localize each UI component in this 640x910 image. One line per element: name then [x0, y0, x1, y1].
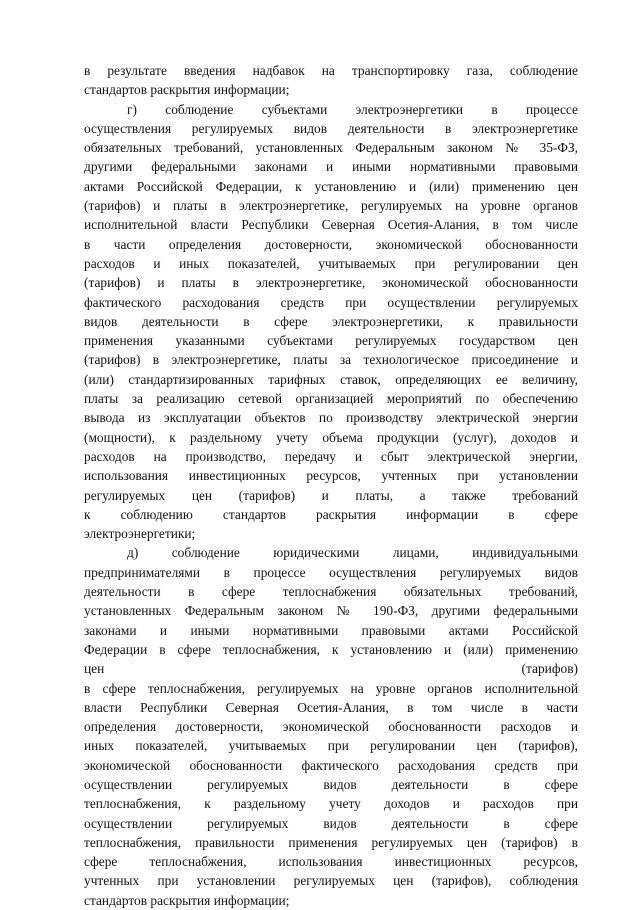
text-line: стандартов раскрытия информации;: [84, 82, 290, 98]
text-line: видов деятельности в сфере электроэнергетики, к правильности: [84, 313, 578, 329]
text-line: предпринимателями в процессе осуществления регулируемых видов: [84, 564, 578, 580]
text-line: стандартов раскрытия информации;: [84, 892, 290, 908]
text-line: электроэнергетики;: [84, 526, 196, 542]
text-line: цен (тарифов): [84, 661, 578, 677]
text-line: фактического расходования средств при осуществлении регулируемых: [84, 294, 578, 310]
text-line: актами Российской Федерации, к установлению и (или) применению цен: [84, 178, 578, 194]
text-line: к соблюдению стандартов раскрытия информации в сфере: [84, 506, 578, 522]
text-line: другими федеральными законами и иными нормативными правовыми: [84, 159, 578, 175]
text-line: деятельности в сфере теплоснабжения обязательных требований,: [84, 584, 578, 600]
text-line: осуществлении регулируемых видов деятельности в сфере: [84, 776, 578, 792]
text-line: теплоснабжения, к раздельному учету доходов и расходов при: [84, 796, 578, 812]
text-line: (мощности), к раздельному учету объема продукции (услуг), доходов и: [84, 429, 578, 445]
text-line: определения достоверности, экономической обоснованности расходов и: [84, 719, 578, 735]
text-line: осуществления регулируемых видов деятельности в электроэнергетике: [84, 120, 578, 136]
text-line: осуществлении регулируемых видов деятельности в сфере: [84, 815, 578, 831]
text-line: вывода из эксплуатации объектов по производству электрической энергии: [84, 410, 578, 426]
text-line: применения указанными субъектами регулируемых государством цен: [84, 333, 578, 349]
text-line: г) соблюдение субъектами электроэнергетики в процессе: [127, 101, 578, 117]
text-line: (тарифов) и платы в электроэнергетике, регулируемых на уровне органов: [84, 198, 578, 214]
text-line: (тарифов) и платы в электроэнергетике, экономической обоснованности: [84, 275, 578, 291]
text-line: в сфере теплоснабжения, регулируемых на уровне органов исполнительной: [84, 680, 578, 696]
text-line: сфере теплоснабжения, использования инвестиционных ресурсов,: [84, 854, 578, 870]
text-line: д) соблюдение юридическими лицами, индивидуальными: [127, 545, 578, 561]
document-body: [84, 61, 578, 910]
text-line: установленных Федеральным законом № 190-ФЗ, другими федеральными: [84, 603, 578, 619]
text-line: теплоснабжения, правильности применения регулируемых цен (тарифов) в: [84, 834, 578, 850]
text-line: в результате введения надбавок на транспортировку газа, соблюдение: [84, 63, 578, 78]
text-line: законами и иными нормативными правовыми актами Российской: [84, 622, 578, 638]
text-line: в части определения достоверности, экономической обоснованности: [84, 236, 578, 252]
text-line: исполнительной власти Республики Северная Осетия-Алания, в том числе: [84, 217, 578, 233]
text-line: расходов на производство, передачу и сбыт электрической энергии,: [84, 448, 578, 464]
text-line: (тарифов) в электроэнергетике, платы за технологическое присоединение и: [84, 352, 578, 368]
text-line: иных показателей, учитываемых при регулировании цен (тарифов),: [84, 738, 578, 754]
text-line: использования инвестиционных ресурсов, учтенных при установлении: [84, 468, 578, 484]
text-line: (или) стандартизированных тарифных ставок, определяющих ее величину,: [84, 371, 578, 387]
text-line: платы за реализацию сетевой организацией мероприятий по обеспечению: [84, 391, 578, 407]
text-line: экономической обоснованности фактического расходования средств при: [84, 757, 578, 773]
text-line: учтенных при установлении регулируемых цен (тарифов), соблюдения: [84, 873, 578, 889]
text-line: расходов и иных показателей, учитываемых при регулировании цен: [84, 255, 578, 271]
text-line: Федерации в сфере теплоснабжения, к установлению и (или) применению: [84, 641, 578, 657]
text-line: власти Республики Северная Осетия-Алания, в том числе в части: [84, 699, 578, 715]
text-line: обязательных требований, установленных Федеральным законом № 35-ФЗ,: [84, 140, 578, 156]
text-line: регулируемых цен (тарифов) и платы, а также требований: [84, 487, 578, 503]
